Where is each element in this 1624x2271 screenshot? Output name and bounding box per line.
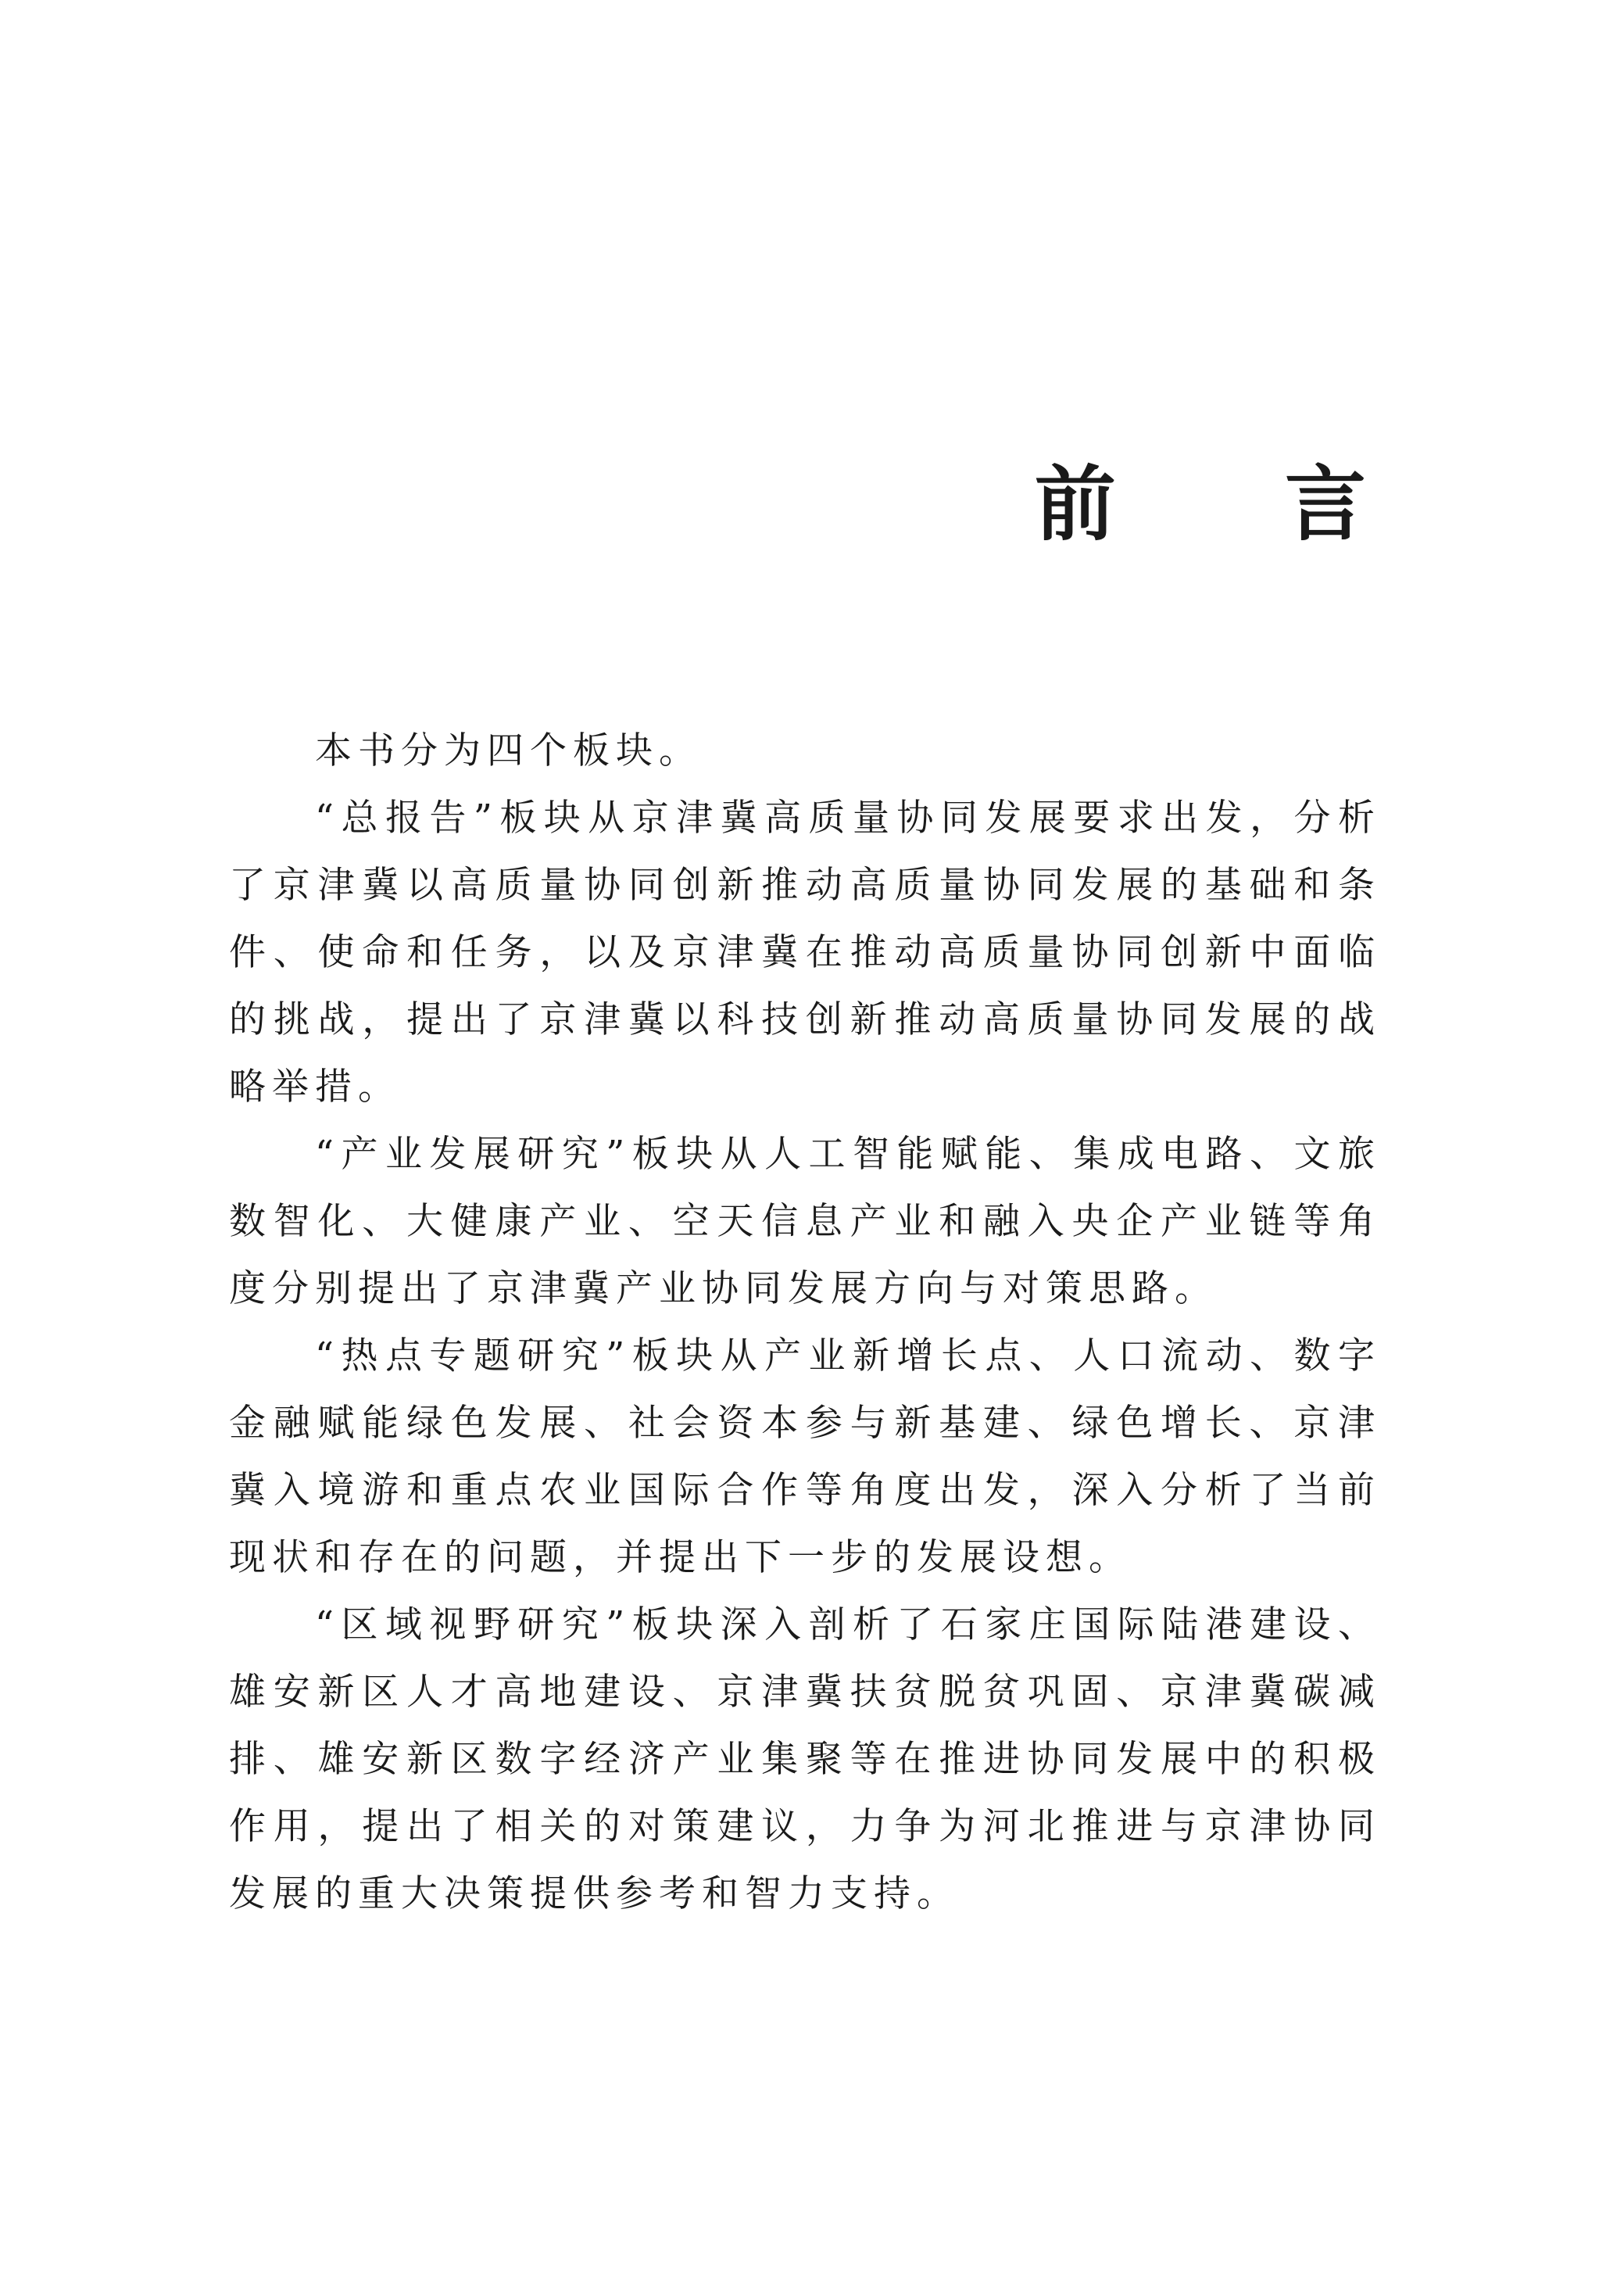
paragraph-industry-research: “产业发展研究”板块从人工智能赋能、集成电路、文旅数智化、大健康产业、空天信息产业和融入央企产业链等角度分别提出了京津冀产业协同发展方向与对策思路。 [229, 1133, 1381, 1310]
paragraph-general-report: “总报告”板块从京津冀高质量协同发展要求出发，分析了京津冀以高质量协同创新推动高质量协同发展的基础和条件、使命和任务，以及京津冀在推动高质量协同创新中面临的挑战，提出了京津冀以科技创新推动高质量协同发展的战略举措。 [229, 797, 1381, 1109]
paragraph-hotspot-research: “热点专题研究”板块从产业新增长点、人口流动、数字金融赋能绿色发展、社会资本参与新基建、绿色增长、京津冀入境游和重点农业国际合作等角度出发，深入分析了当前现状和存在的问题，并提出下一步的发展设想。 [229, 1334, 1381, 1579]
preface-body [229, 718, 1381, 1928]
paragraph-regional-research: “区域视野研究”板块深入剖析了石家庄国际陆港建设、雄安新区人才高地建设、京津冀扶贫脱贫巩固、京津冀碳减排、雄安新区数字经济产业集聚等在推进协同发展中的积极作用，提出了相关的对策建议，力争为河北推进与京津协同发展的重大决策提供参考和智力支持。 [229, 1603, 1381, 1915]
preface-title: 前 言 [1034, 456, 1436, 552]
paragraph-intro: 本书分为四个板块。 [315, 729, 702, 772]
